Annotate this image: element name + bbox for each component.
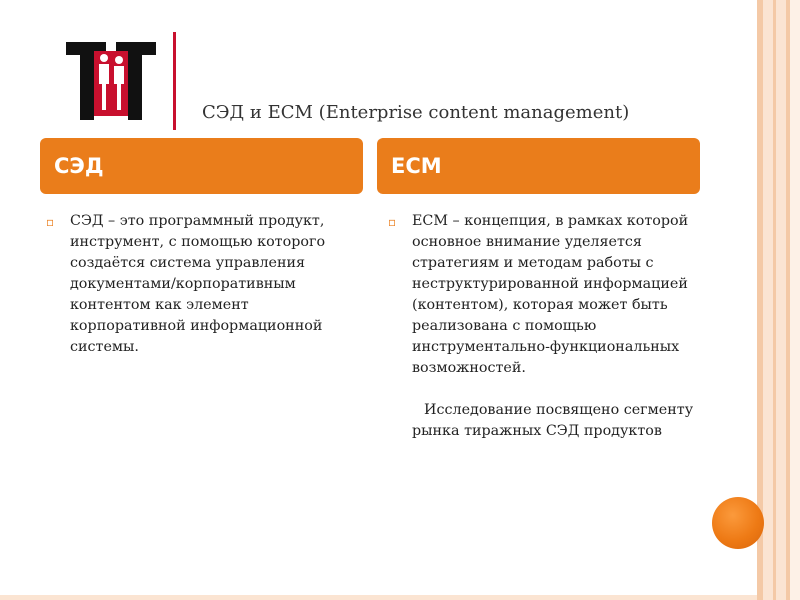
list-item	[388, 211, 708, 379]
square-bullet-icon: ▫	[46, 215, 55, 229]
ecm-header-label: ECM	[391, 154, 442, 178]
list-item	[46, 211, 366, 358]
sed-definition: СЭД – это программный продукт, инструмент, с помощью которого создаётся система управления документами/корпоративным контентом как элемент корпоративной информационной системы.	[70, 213, 326, 355]
decor-orange-circle	[712, 497, 764, 549]
ecm-column	[388, 211, 708, 442]
sed-header-label: СЭД	[54, 154, 104, 178]
research-note: Исследование посвящено сегменту рынка тиражных СЭД продуктов	[412, 402, 694, 439]
decor-bottom-bar	[0, 595, 757, 600]
sed-column	[46, 211, 366, 358]
ecm-header	[377, 138, 700, 194]
company-logo-icon	[66, 38, 156, 122]
square-bullet-icon: ▫	[388, 215, 397, 229]
decor-stripe	[763, 0, 773, 600]
title-divider	[173, 32, 176, 130]
decor-stripe	[790, 0, 800, 600]
decor-stripe	[776, 0, 786, 600]
slide-title: СЭД и ECM (Enterprise content management)	[202, 102, 630, 123]
ecm-definition: ECM – концепция, в рамках которой основное внимание уделяется стратегиям и методам работы с неструктурированной информацией (контентом), которая может быть реализована с помощью инструментально-функциональных возможностей.	[412, 213, 689, 376]
sed-header	[40, 138, 363, 194]
